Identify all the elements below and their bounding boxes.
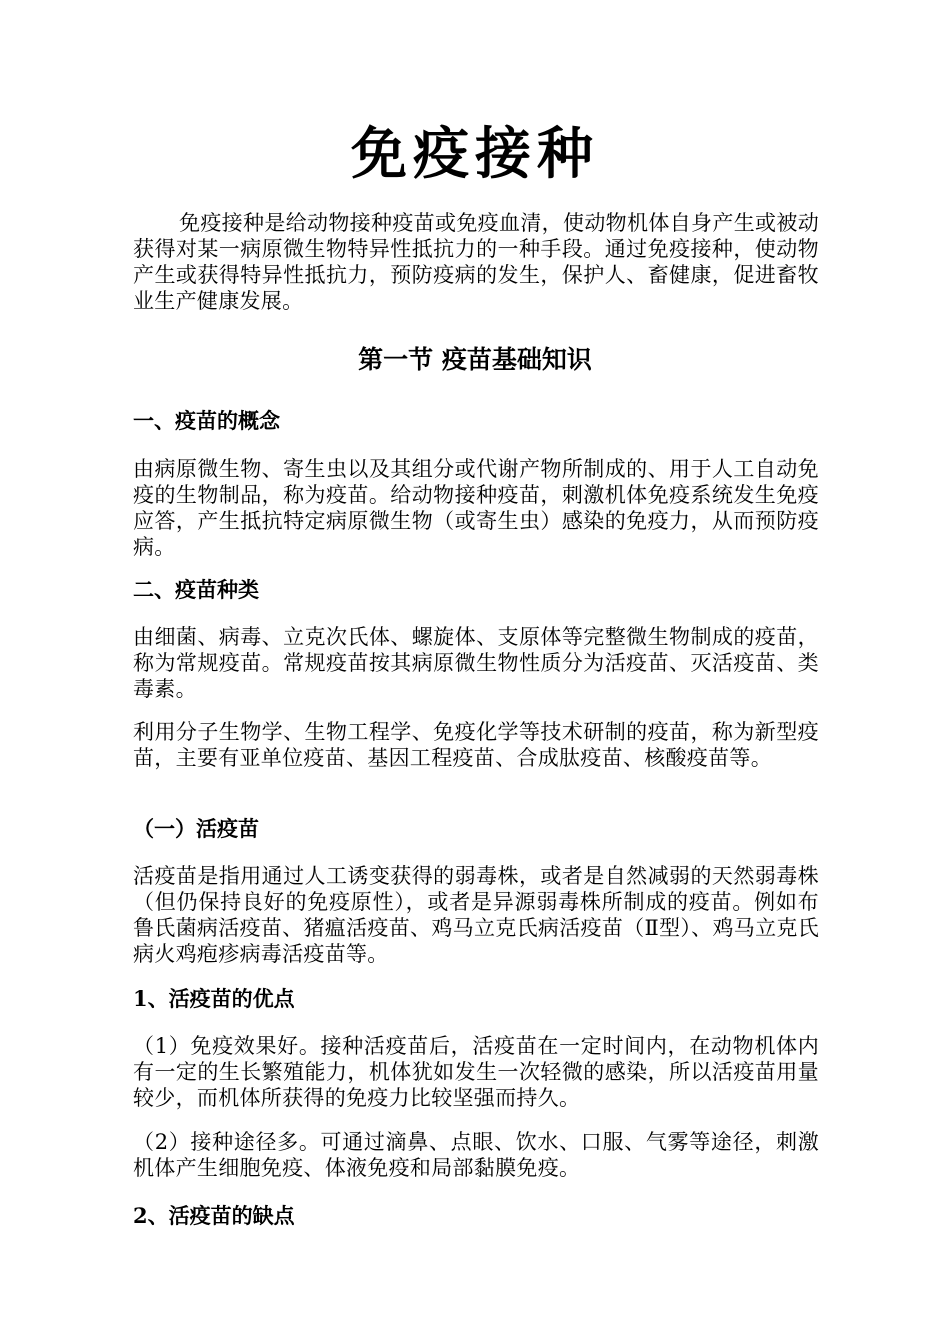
paragraph-advantage-2: （2）接种途径多。可通过滴鼻、点眼、饮水、口服、气雾等途径，刺激机体产生细胞免疫、体液免疫和局部黏膜免疫。 — [133, 1130, 819, 1180]
section-title: 第一节 疫苗基础知识 — [358, 345, 592, 374]
heading-live-vaccine-disadvantages: 2、活疫苗的缺点 — [133, 1203, 295, 1228]
document-title: 免疫接种 — [351, 121, 599, 187]
paragraph-new-vaccines: 利用分子生物学、生物工程学、免疫化学等技术研制的疫苗，称为新型疫苗，主要有亚单位疫苗、基因工程疫苗、合成肽疫苗、核酸疫苗等。 — [133, 720, 819, 770]
heading-vaccine-concept: 一、疫苗的概念 — [133, 408, 280, 433]
paragraph-live-vaccine: 活疫苗是指用通过人工诱变获得的弱毒株，或者是自然减弱的天然弱毒株（但仍保持良好的免疫原性），或者是异源弱毒株所制成的疫苗。例如布鲁氏菌病活疫苗、猪瘟活疫苗、鸡马立克氏病活疫苗（Ⅱ型）、鸡马立克氏病火鸡疱疹病毒活疫苗等。 — [133, 864, 819, 966]
paragraph-vaccine-concept: 由病原微生物、寄生虫以及其组分或代谢产物所制成的、用于人工自动免疫的生物制品，称为疫苗。给动物接种疫苗，刺激机体免疫系统发生免疫应答，产生抵抗特定病原微生物（或寄生虫）感染的免疫力，从而预防疫病。 — [133, 457, 819, 559]
heading-live-vaccine-advantages: 1、活疫苗的优点 — [133, 986, 295, 1011]
intro-paragraph: 免疫接种是给动物接种疫苗或免疫血清，使动物机体自身产生或被动获得对某一病原微生物特异性抵抗力的一种手段。通过免疫接种，使动物产生或获得特异性抵抗力，预防疫病的发生，保护人、畜健康，促进畜牧业生产健康发展。 — [133, 211, 819, 313]
paragraph-conventional-vaccines: 由细菌、病毒、立克次氏体、螺旋体、支原体等完整微生物制成的疫苗，称为常规疫苗。常规疫苗按其病原微生物性质分为活疫苗、灭活疫苗、类毒素。 — [133, 625, 819, 701]
paragraph-advantage-1: （1）免疫效果好。接种活疫苗后，活疫苗在一定时间内，在动物机体内有一定的生长繁殖能力，机体犹如发生一次轻微的感染，所以活疫苗用量较少，而机体所获得的免疫力比较坚强而持久。 — [133, 1034, 819, 1110]
heading-vaccine-types: 二、疫苗种类 — [133, 577, 259, 602]
heading-live-vaccine: （一）活疫苗 — [133, 816, 259, 841]
